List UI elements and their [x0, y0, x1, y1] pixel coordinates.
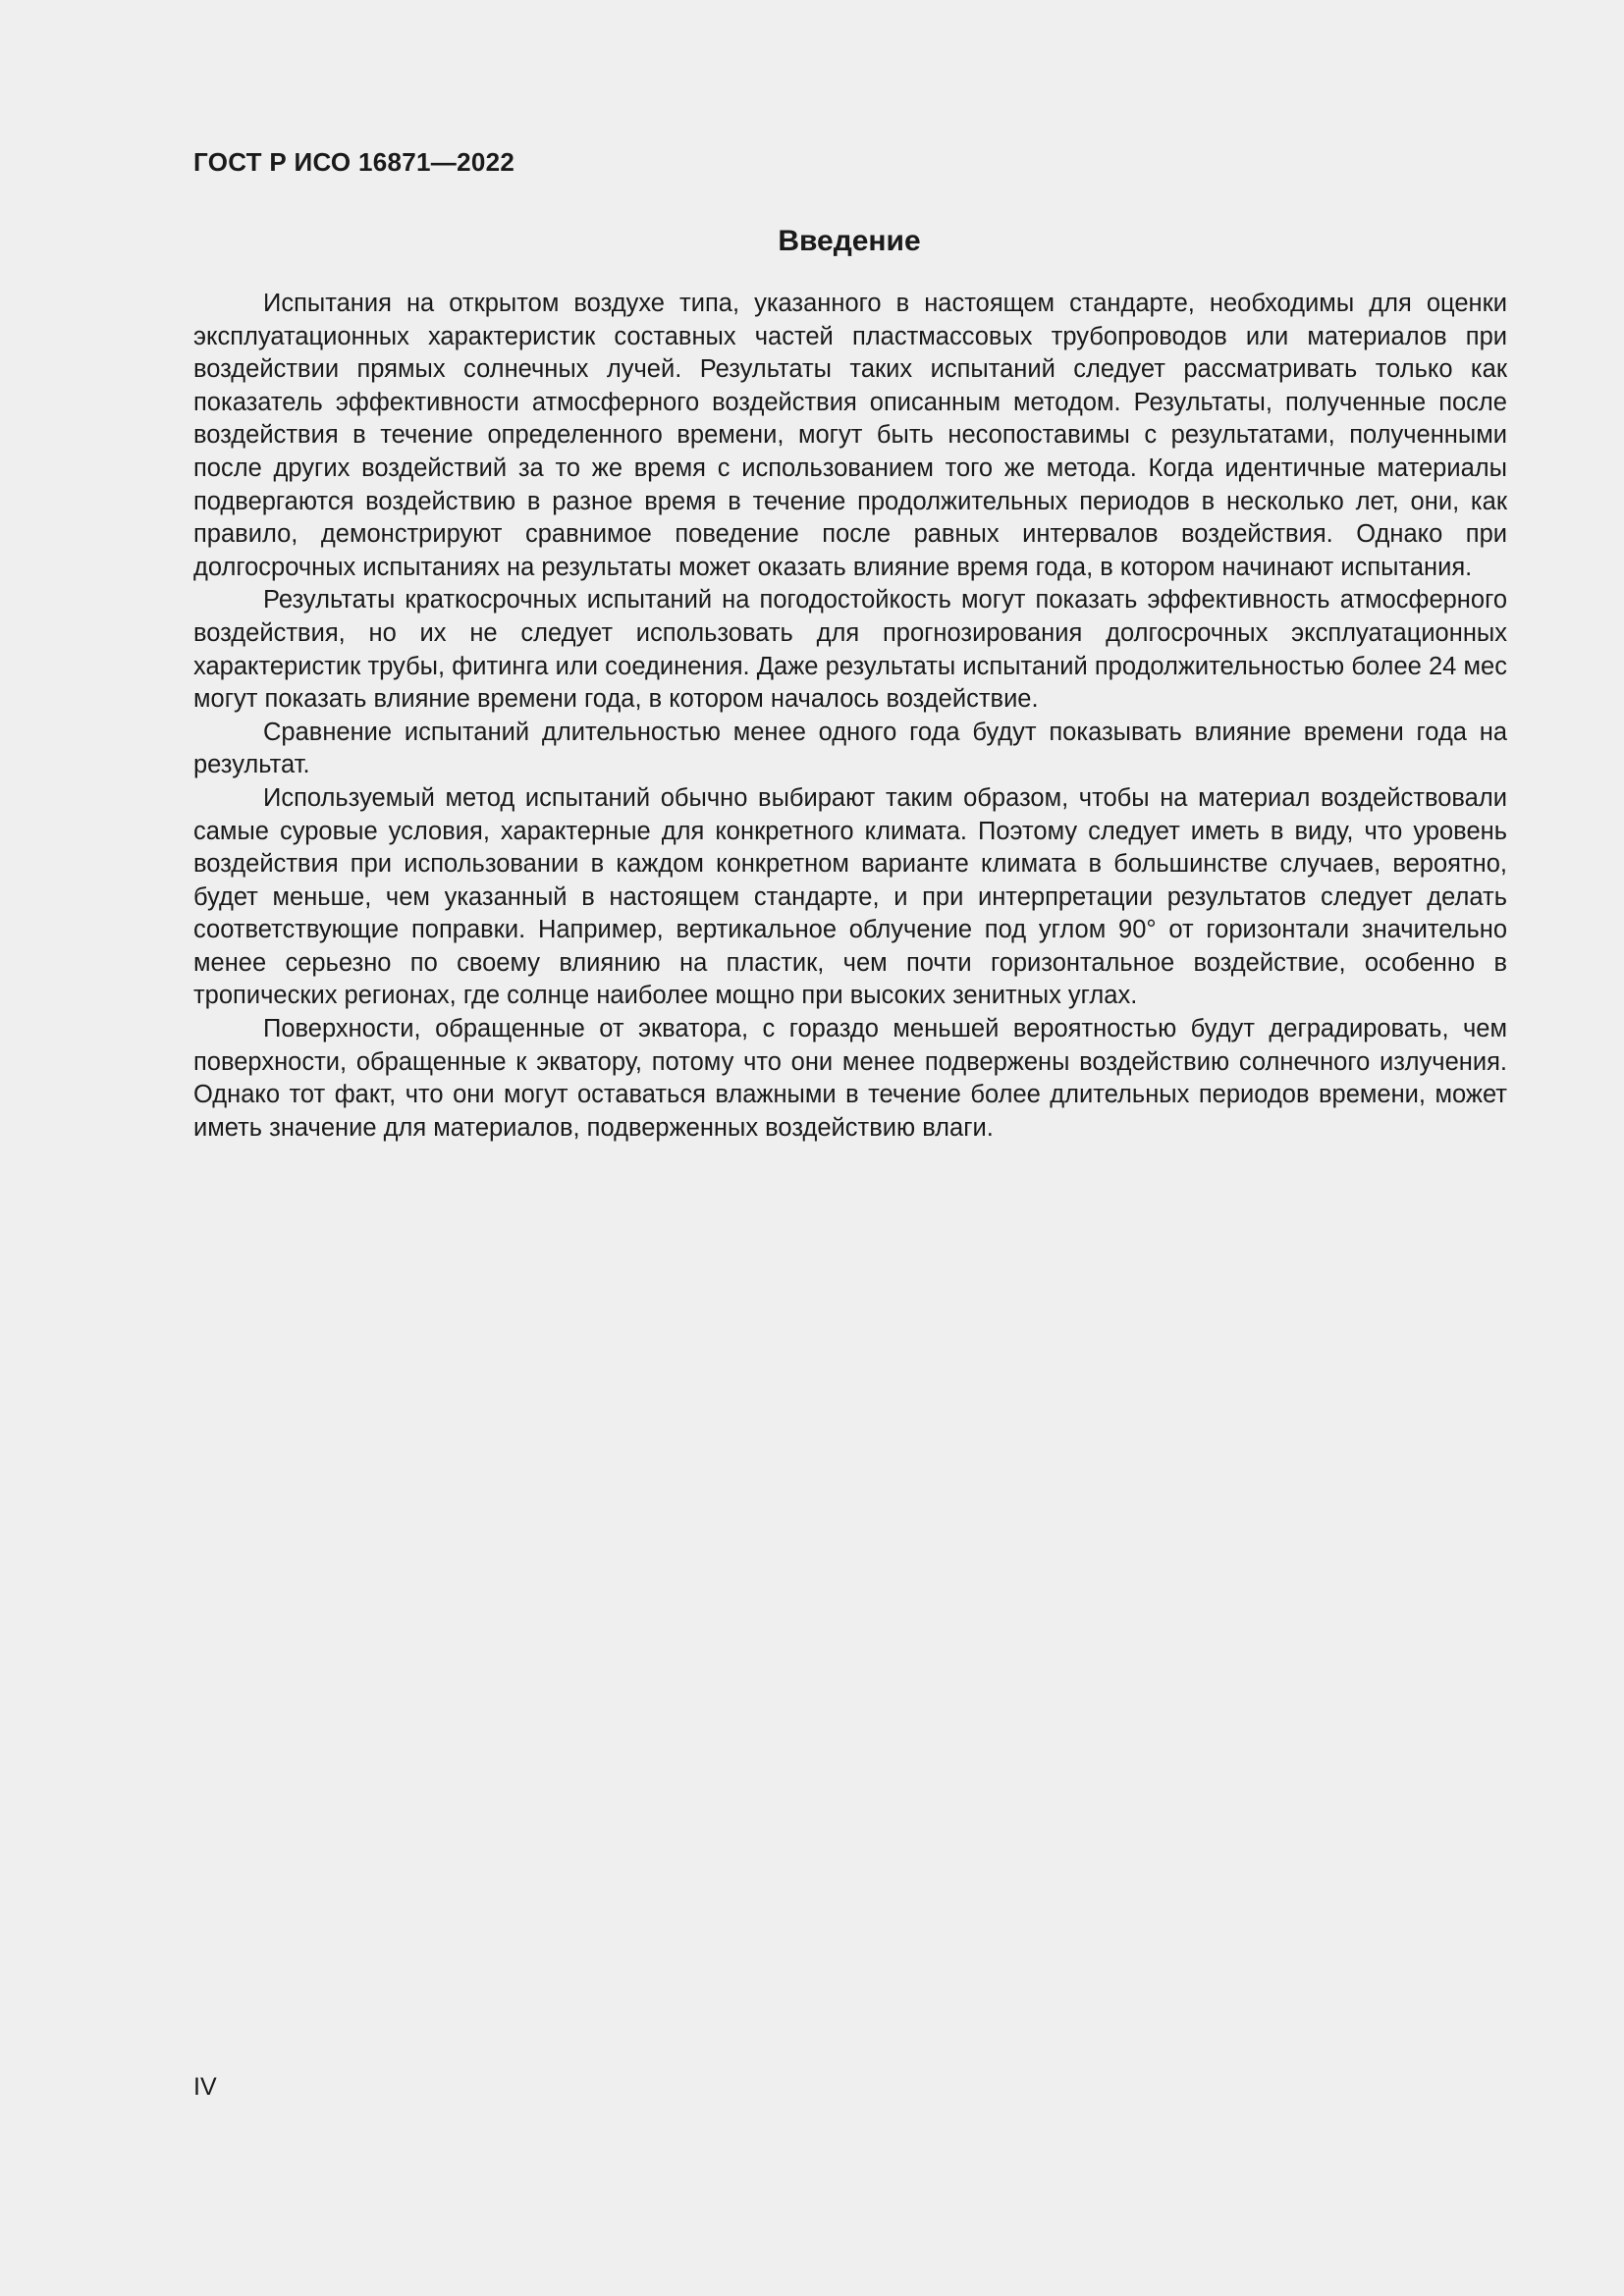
paragraph: Поверхности, обращенные от экватора, с гораздо меньшей вероятностью будут деградировать, чем поверхности, обращенные к экватору, потому что они менее подвержены воздействию солнечного излучения. Однако тот факт, что они могут оставаться влажными в течение более длительных периодов времени, может иметь значение для материалов, подверженных воздействию влаги. [193, 1015, 1507, 1142]
body-text [193, 288, 1507, 1145]
page-number: IV [193, 2073, 217, 2101]
paragraph: Испытания на открытом воздухе типа, указанного в настоящем стандарте, необходимы для оценки эксплуатационных характеристик составных частей пластмассовых трубопроводов или материалов при воздействии прямых солнечных лучей. Результаты таких испытаний следует рассматривать только как показатель эффективности атмосферного воздействия описанным методом. Результаты, полученные после воздействия в течение определенного времени, могут быть несопоставимы с результатами, полученными после других воздействий за то же время с использованием того же метода. Когда идентичные материалы подвергаются воздействию в разное время в течение продолжительных периодов в несколько лет, они, как правило, демонстрируют сравнимое поведение после равных интервалов воздействия. Однако при долгосрочных испытаниях на результаты может оказать влияние время года, в котором начинают испытания. [193, 290, 1507, 581]
section-title: Введение [778, 225, 921, 257]
page-header: ГОСТ Р ИСО 16871—2022 [193, 147, 515, 177]
paragraph: Сравнение испытаний длительностью менее одного года будут показывать влияние времени года на результат. [193, 718, 1507, 779]
paragraph: Используемый метод испытаний обычно выбирают таким образом, чтобы на материал воздействовали самые суровые условия, характерные для конкретного климата. Поэтому следует иметь в виду, что уровень воздействия при использовании в каждом конкретном варианте климата в большинстве случаев, вероятно, будет меньше, чем указанный в настоящем стандарте, и при интерпретации результатов следует делать соответствующие поправки. Например, вертикальное облучение под углом 90° от горизонтали значительно менее серьезно по своему влиянию на пластик, чем почти горизонтальное воздействие, особенно в тропических регионах, где солнце наиболее мощно при высоких зенитных углах. [193, 783, 1507, 1010]
paragraph: Результаты краткосрочных испытаний на погодостойкость могут показать эффективность атмосферного воздействия, но их не следует использовать для прогнозирования долгосрочных эксплуатационных характеристик трубы, фитинга или соединения. Даже результаты испытаний продолжительностью более 24 мес могут показать влияние времени года, в котором началось воздействие. [193, 586, 1507, 714]
